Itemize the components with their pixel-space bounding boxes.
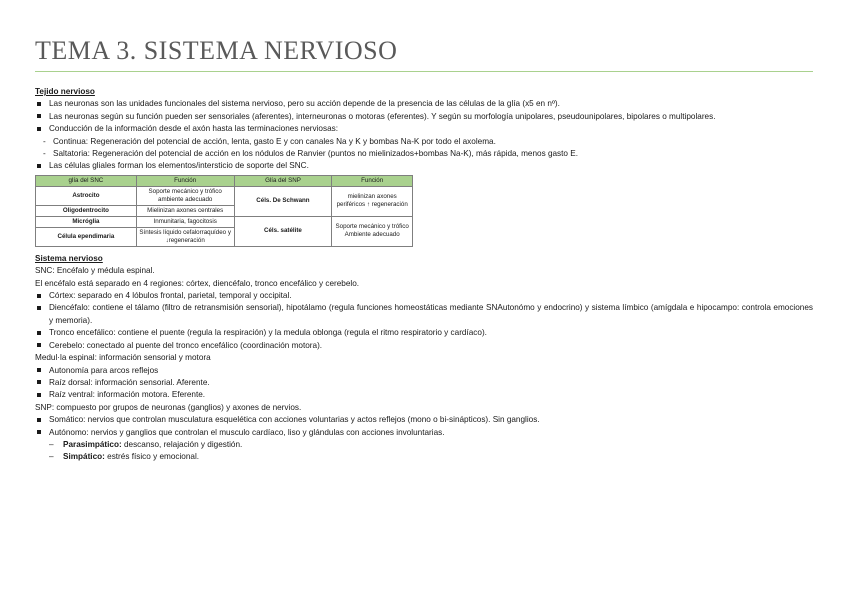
conduccion-list [35,136,813,161]
table-cell: Soporte mecánico y trófico ambiente adecuado [136,186,234,205]
table-cell: Astrocito [36,186,137,205]
term-text: descanso, relajación y digestión. [121,439,243,449]
list-item: Conducción de la información desde el axón hasta las terminaciones nerviosas: [35,123,813,135]
list-item: Raíz dorsal: información sensorial. Aferente. [35,377,813,389]
table-row [36,216,413,227]
title-divider [35,71,813,72]
term-label: Simpático: [63,452,105,462]
autonomo-sublist [35,439,813,464]
list-item: Córtex: separado en 4 lóbulos frontal, parietal, temporal y occipital. [35,290,813,302]
snp-list [35,414,813,439]
list-item: Autonomía para arcos reflejos [35,365,813,377]
list-item: Tronco encefálico: contiene el puente (regula la respiración) y la medula oblonga (regula el ritmo respiratorio y cardíaco). [35,327,813,339]
list-item: Autónomo: nervios y ganglios que controlan el musculo cardíaco, liso y glándulas con acciones involuntarias. [35,427,813,439]
glia-bullet-list [35,160,813,172]
medula-list [35,365,813,402]
table-cell: Oligodentrocito [36,205,137,216]
table-cell: mielinizan axones periféricos ↑ regeneración [332,186,413,216]
table-header-cell: Función [136,175,234,186]
term-text: estrés físico y emocional. [104,452,200,462]
table-cell: Céls. satélite [234,216,332,246]
table-header-row [36,175,413,186]
table-cell: Síntesis líquido cefalorraquídeo y ↓regeneración [136,227,234,246]
page-title: TEMA 3. SISTEMA NERVIOSO [35,36,398,65]
list-item: Las neuronas según su función pueden ser sensoriales (aferentes), interneuronas o motoras (eferentes). Y según su morfología unipolares, pseudounipolares, bipolares o multipolares. [35,111,813,123]
list-item: Somático: nervios que controlan musculatura esquelética con acciones voluntarias y actos reflejos (mono o bi-sinápticos). Sin ganglios. [35,414,813,426]
term-label: Parasimpático: [63,439,122,449]
table-cell: Inmunitaria, fagocitosis [136,216,234,227]
list-item: Raíz ventral: información motora. Eferente. [35,389,813,401]
tejido-bullet-list [35,98,813,135]
encefalo-line: El encéfalo está separado en 4 regiones: córtex, diencéfalo, tronco encefálico y cerebelo. [35,278,360,288]
table-cell: Mielinizan axones centrales [136,205,234,216]
list-item: Las células gliales forman los elementos/intersticio de soporte del SNC. [35,160,813,172]
table-cell: Célula ependimaria [36,227,137,246]
regiones-list [35,290,813,352]
table-row [36,186,413,205]
snc-line: SNC: Encéfalo y médula espinal. [35,266,155,276]
table-header-cell: glía del SNC [36,175,137,186]
table-cell: Micróglia [36,216,137,227]
list-item: Las neuronas son las unidades funcionales del sistema nervioso, pero su acción depende de la presencia de las células de la glía (x5 en nº). [35,98,813,110]
list-item: - Saltatoria: Regeneración del potencial de acción en los nódulos de Ranvier (puntos no mielinizados+bombas Na-K), más rápida, menos gasto E. [39,148,813,160]
list-item: Diencéfalo: contiene el tálamo (filtro de retransmisión sensorial), hipotálamo (regula funciones homeostáticas mediante SNAutonómo y endocrino) y sistema límbico (amígdala e hipocampo: controla emociones y memoria). [35,302,813,327]
medula-line: Medul·la espinal: información sensorial y motora [35,353,211,363]
glia-table [35,175,413,247]
section-heading-tejido: Tejido nervioso [35,87,95,96]
document-body [35,86,813,464]
section-heading-sistema: Sistema nervioso [35,253,103,263]
list-item: Cerebelo: conectado al puente del tronco encefálico (coordinación motora). [35,340,813,352]
table-header-cell: Glía del SNP [234,175,332,186]
table-cell: Céls. De Schwann [234,186,332,216]
table-cell: Soporte mecánico y trófico Ambiente adecuado [332,216,413,246]
list-item [35,439,813,451]
list-item [35,451,813,463]
snp-line: SNP: compuesto por grupos de neuronas (ganglios) y axones de nervios. [35,402,302,412]
table-header-cell: Función [332,175,413,186]
list-item: - Continua: Regeneración del potencial de acción, lenta, gasto E y con canales Na y K y bombas Na-K por todo el axolema. [39,136,813,148]
